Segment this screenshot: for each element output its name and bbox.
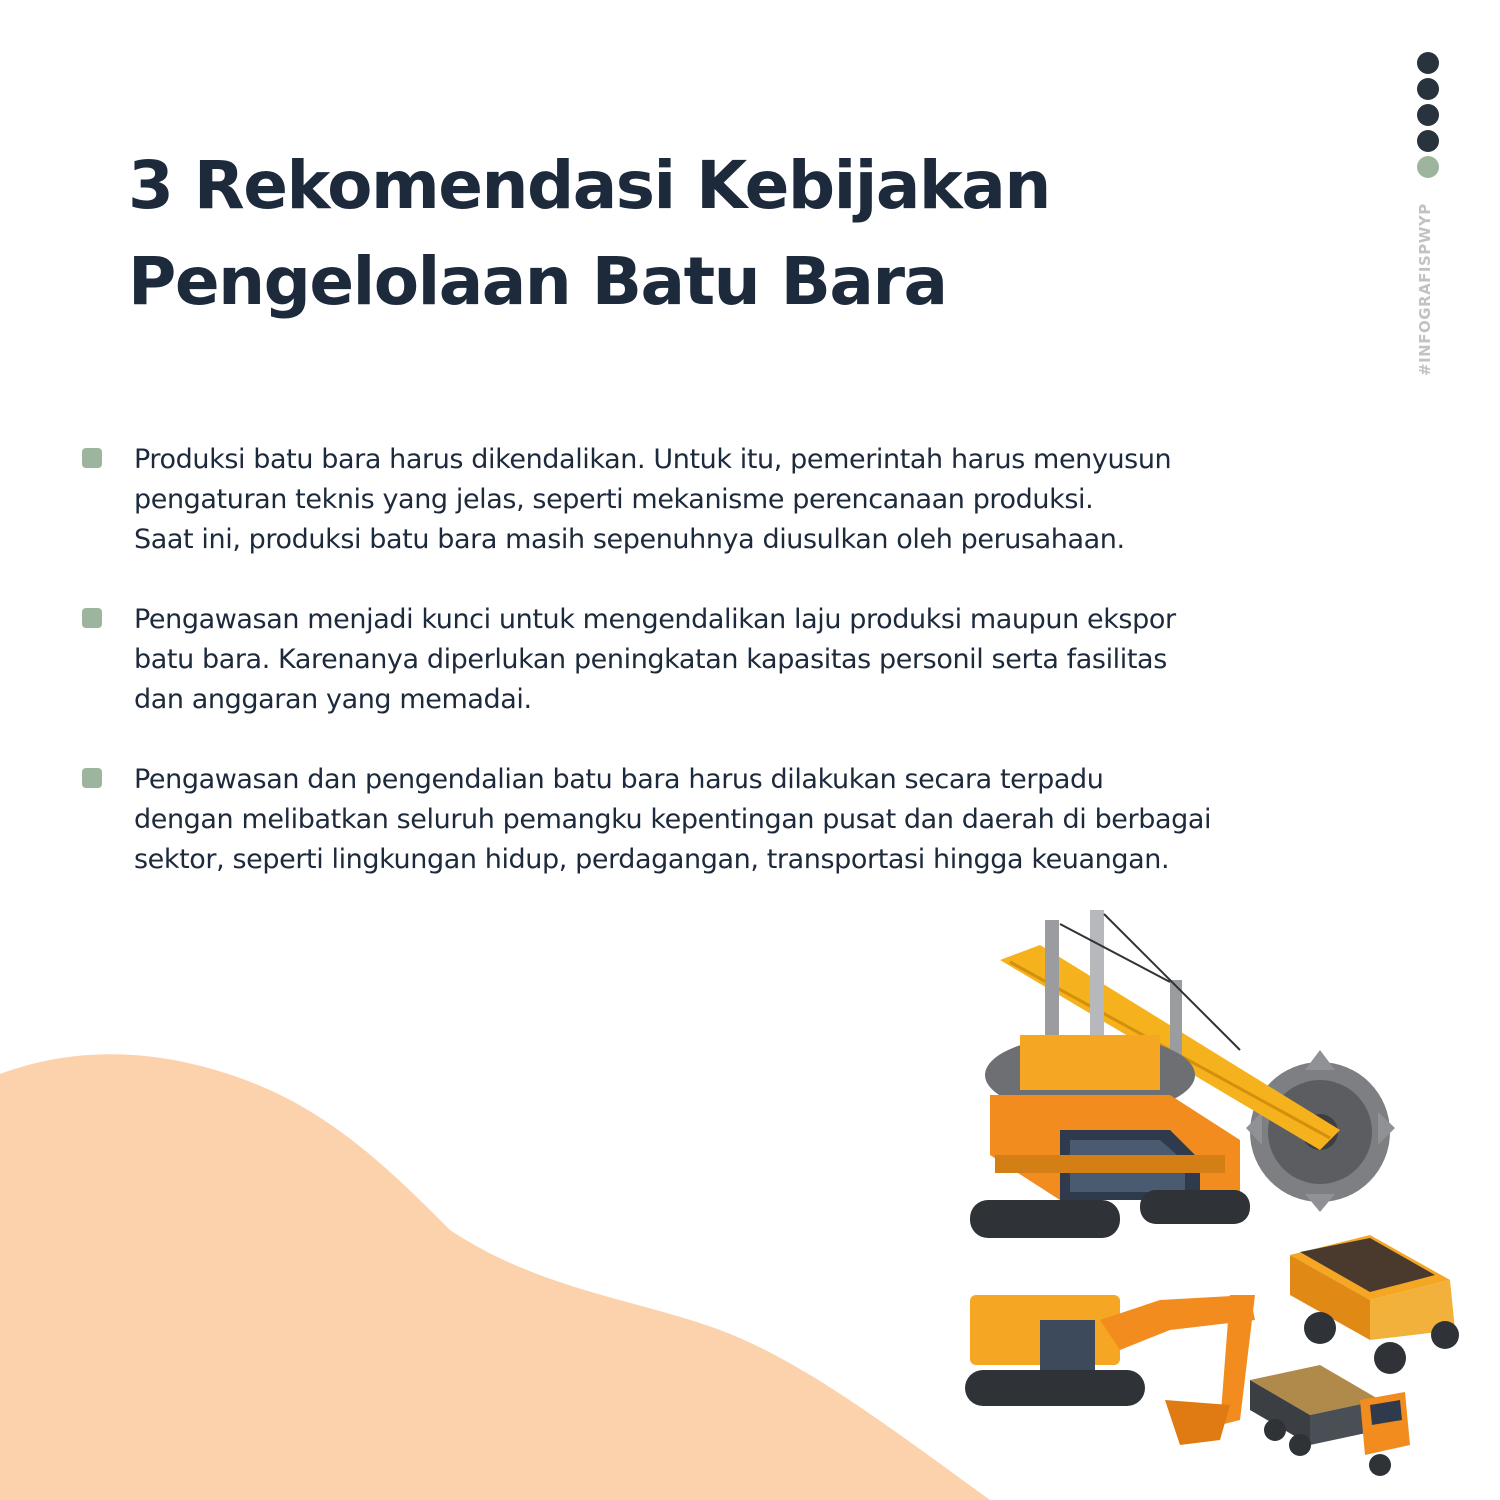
tipper-truck-icon (1250, 1365, 1410, 1476)
recommendation-list (82, 440, 1402, 920)
title-line-2: Pengelolaan Batu Bara (128, 243, 947, 320)
page-dot (1417, 52, 1439, 74)
bullet-square-icon (82, 768, 102, 788)
recommendation-line: dengan melibatkan seluruh pemangku kepentingan pusat dan daerah di berbagai (134, 804, 1212, 835)
recommendation-line: Pengawasan menjadi kunci untuk mengendalikan laju produksi maupun ekspor (134, 604, 1176, 635)
recommendation-text (134, 760, 1402, 880)
page-dot-active (1417, 156, 1439, 178)
recommendation-line: batu bara. Karenanya diperlukan peningkatan kapasitas personil serta fasilitas (134, 644, 1167, 675)
recommendation-line: Saat ini, produksi batu bara masih sepenuhnya diusulkan oleh perusahaan. (134, 524, 1125, 555)
recommendation-item (82, 760, 1402, 880)
page-dot (1417, 78, 1439, 100)
bucket-wheel-excavator-icon (970, 910, 1395, 1238)
recommendation-line: sektor, seperti lingkungan hidup, perdagangan, transportasi hingga keuangan. (134, 844, 1170, 875)
title-line-1: 3 Rekomendasi Kebijakan (128, 147, 1050, 224)
mining-machinery-illustration (940, 900, 1480, 1490)
recommendation-text (134, 440, 1402, 560)
page-indicator (1417, 52, 1441, 182)
recommendation-item (82, 600, 1402, 720)
hashtag-label: #INFOGRAFISPWYP (1416, 203, 1434, 376)
page-dot (1417, 130, 1439, 152)
page-title (128, 138, 1050, 330)
recommendation-line: pengaturan teknis yang jelas, seperti mekanisme perencanaan produksi. (134, 484, 1094, 515)
bullet-square-icon (82, 448, 102, 468)
recommendation-text (134, 600, 1402, 720)
recommendation-line: dan anggaran yang memadai. (134, 684, 532, 715)
dump-truck-icon (1290, 1235, 1459, 1374)
recommendation-item (82, 440, 1402, 560)
recommendation-line: Pengawasan dan pengendalian batu bara harus dilakukan secara terpadu (134, 764, 1104, 795)
bullet-square-icon (82, 608, 102, 628)
excavator-icon (965, 1295, 1255, 1445)
recommendation-line: Produksi batu bara harus dikendalikan. Untuk itu, pemerintah harus menyusun (134, 444, 1172, 475)
page-dot (1417, 104, 1439, 126)
